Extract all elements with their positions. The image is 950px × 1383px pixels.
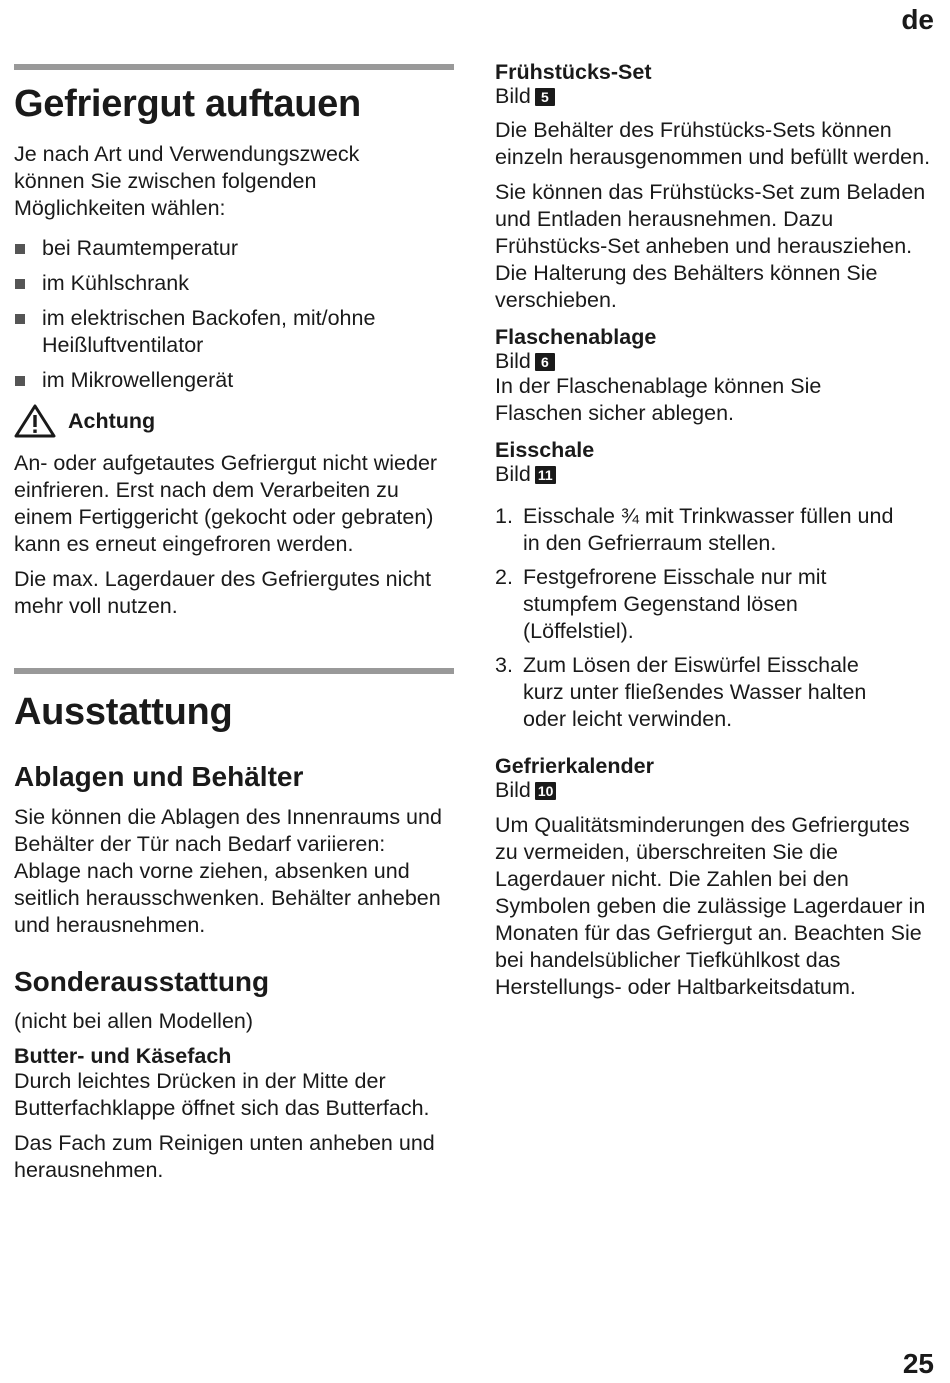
breakfast-text-2: Sie können das Frühstücks-Set zum Beladen und Entladen herausnehmen. Dazu Frühstücks-Set anheben und herausziehen. Die Halterung des Behälters können Sie verschieben. bbox=[495, 180, 926, 312]
figure-number-badge: 11 bbox=[535, 466, 556, 484]
bottle-shelf-title: Flaschenablage bbox=[495, 325, 657, 349]
list-item: 1. Eisschale ¾ mit Trinkwasser füllen und in den Gefrierraum stellen. bbox=[495, 504, 894, 555]
section-rule bbox=[14, 64, 454, 70]
section-rule bbox=[14, 668, 454, 674]
butter-text-1: Durch leichtes Drücken in der Mitte der Butterfachklappe öffnet sich das Butterfach. bbox=[14, 1069, 430, 1120]
special-note: (nicht bei allen Modellen) bbox=[14, 1009, 254, 1033]
butter-text-2: Das Fach zum Reinigen unten anheben und herausnehmen. bbox=[14, 1131, 435, 1182]
subsection-title-special: Sonderausstattung bbox=[14, 966, 270, 997]
ice-tray-title: Eisschale bbox=[495, 438, 595, 462]
freezer-calendar-title: Gefrierkalender bbox=[495, 754, 654, 778]
freezer-calendar-text: Um Qualitätsminderungen des Gefriergutes zu vermeiden, überschreiten Sie die Lagerdauer nicht. Die Zahlen bei den Symbolen geben die zulässige Lagerdauer in Monaten für das Gefriergut an. Beachten Sie bei handelsüblicher Tiefkühlkost das Herstellungs- oder Haltbarkeitsdatum. bbox=[495, 813, 926, 999]
figure-number-badge: 6 bbox=[535, 353, 555, 371]
breakfast-set-title: Frühstücks-Set bbox=[495, 60, 652, 84]
right-column bbox=[495, 0, 935, 1001]
bullet-icon bbox=[15, 314, 25, 324]
thawing-options-list bbox=[14, 235, 454, 394]
section-title-thawing: Gefriergut auftauen bbox=[14, 83, 361, 125]
warning-heading bbox=[14, 404, 454, 438]
page-number: 25 bbox=[902, 1348, 934, 1379]
warning-icon bbox=[14, 404, 56, 438]
list-item: im Mikrowellengerät bbox=[14, 367, 454, 394]
list-item: bei Raumtemperatur bbox=[14, 235, 454, 262]
subsection-title-shelves: Ablagen und Behälter bbox=[14, 761, 304, 792]
bullet-icon bbox=[15, 376, 25, 386]
list-item: 2. Festgefrorene Eisschale nur mit stumpfem Gegenstand lösen (Löffelstiel). bbox=[495, 565, 827, 643]
figure-reference: Bild 5 bbox=[495, 84, 935, 108]
section-title-equipment: Ausstattung bbox=[14, 691, 233, 733]
figure-reference: Bild 11 bbox=[495, 462, 935, 486]
bottle-shelf-text: In der Flaschenablage können Sie Flaschen sicher ablegen. bbox=[495, 374, 822, 425]
list-item: im Kühlschrank bbox=[14, 270, 454, 297]
left-column bbox=[14, 0, 454, 1184]
warning-label: Achtung bbox=[68, 408, 156, 433]
list-item: 3. Zum Lösen der Eiswürfel Eisschale kurz unter fließendes Wasser halten oder leicht verwinden. bbox=[495, 653, 867, 731]
butter-cheese-title: Butter- und Käsefach bbox=[14, 1044, 232, 1068]
warning-text: An- oder aufgetautes Gefriergut nicht wieder einfrieren. Erst nach dem Verarbeiten zu einem Fertiggericht (gekocht oder gebraten) kann es erneut eingefroren werden. bbox=[14, 451, 438, 556]
bullet-icon bbox=[15, 244, 25, 254]
figure-reference: Bild 6 bbox=[495, 349, 935, 373]
figure-number-badge: 10 bbox=[535, 782, 557, 800]
breakfast-text-1: Die Behälter des Frühstücks-Sets können einzeln herausgenommen und befüllt werden. bbox=[495, 118, 931, 169]
language-code: de bbox=[901, 4, 934, 35]
figure-number-badge: 5 bbox=[535, 88, 555, 106]
storage-note: Die max. Lagerdauer des Gefriergutes nicht mehr voll nutzen. bbox=[14, 567, 432, 618]
ice-tray-steps bbox=[495, 503, 905, 733]
bullet-icon bbox=[15, 279, 25, 289]
list-item: im elektrischen Backofen, mit/ohne Heißluftventilator bbox=[14, 305, 454, 359]
figure-reference: Bild 10 bbox=[495, 778, 935, 802]
shelves-text: Sie können die Ablagen des Innenraums und Behälter der Tür nach Bedarf variieren: Ablage nach vorne ziehen, absenken und seitlich herausschwenken. Behälter anheben und herausnehmen. bbox=[14, 805, 442, 937]
thawing-intro: Je nach Art und Verwendungszweck können Sie zwischen folgenden Möglichkeiten wählen: bbox=[14, 142, 360, 220]
